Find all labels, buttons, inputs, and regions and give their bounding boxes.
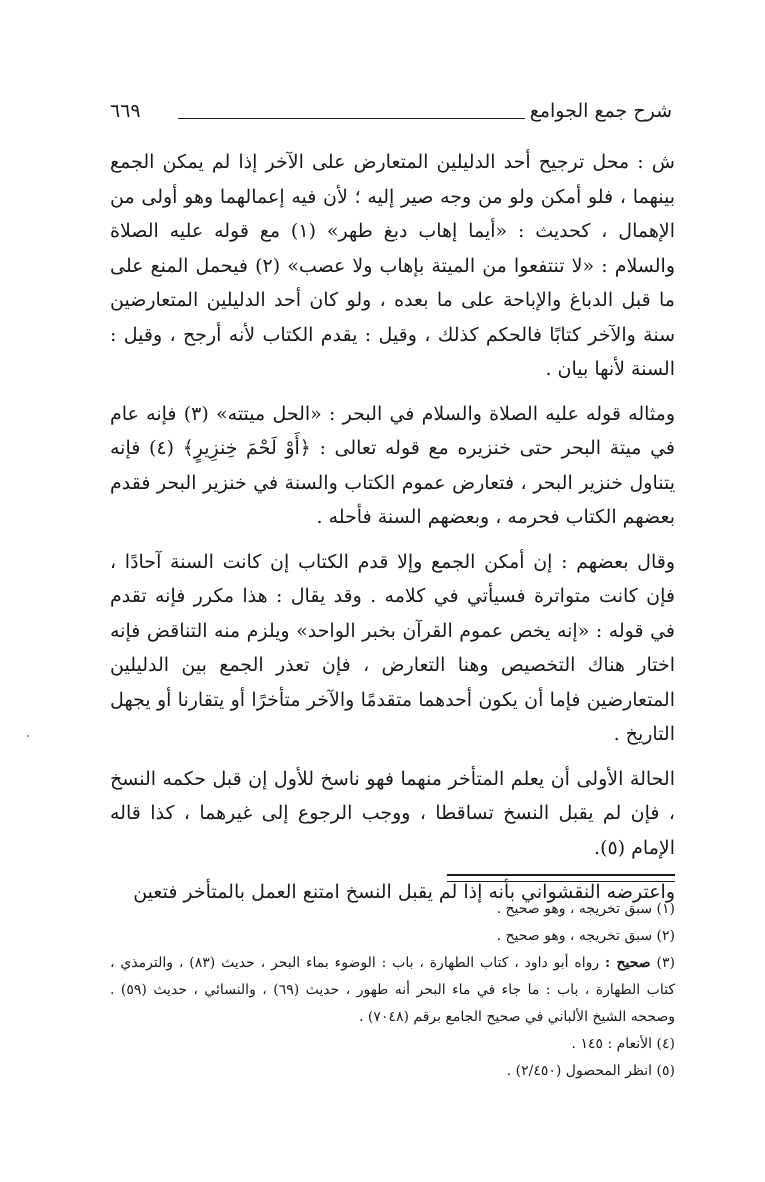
footnote-number: (٥) (656, 1063, 675, 1079)
paragraph: ش : محل ترجيح أحد الدليلين المتعارض على الآخر إذا لم يمكن الجمع بينهما ، فلو أمكن ولو من وجه صير إليه ؛ لأن فيه إعمالهما وهو أولى من الإهمال ، كحديث : «أيما إهاب دبغ طهر» (١) مع قوله عليه الصلاة والسلام : «لا تنتفعوا من الميتة بإهاب ولا عصب» (٢) فيحمل المنع على ما قبل الدباغ والإباحة على ما بعده ، ولو كان أحد الدليلين المتعارضين سنة والآخر كتابًا فالحكم كذلك ، وقيل : يقدم الكتاب لأنه أرجح ، وقيل : السنة لأنها بيان . (110, 151, 675, 380)
paragraph: ومثاله قوله عليه الصلاة والسلام في البحر : «الحل ميتته» (٣) فإنه عام في ميتة البحر حتى خنزيره مع قوله تعالى : ﴿أَوْ لَحْمَ خِنزِيرٍ﴾ (٤) فإنه يتناول خنزير البحر ، فتعارض عموم الكتاب والسنة في خنزير البحر فقدم بعضهم الكتاب فحرمه ، وبعضهم السنة فأحله . (110, 402, 676, 528)
footnote (110, 950, 675, 1031)
main-text (110, 145, 675, 920)
footnote-text: سبق تخريجه ، وهو صحيح . (496, 928, 653, 944)
header-rule (178, 118, 525, 119)
running-header (110, 96, 672, 130)
footnote (110, 923, 675, 950)
footnote-number: (٣) (656, 955, 676, 971)
page-number: ٦٦٩ (110, 100, 141, 122)
book-title: شرح جمع الجوامع (529, 100, 672, 122)
footnote-grade: صحيح : (605, 955, 651, 971)
footnote-text: الأنعام : ١٤٥ . (571, 1036, 653, 1052)
footnote-number: (٤) (656, 1036, 675, 1052)
footnote-number: (٢) (656, 928, 675, 944)
footnote-separator (447, 874, 675, 882)
margin-speck (27, 735, 29, 737)
footnotes (110, 896, 675, 1085)
footnote-text: سبق تخريجه ، وهو صحيح . (496, 901, 653, 917)
footnote (110, 1031, 675, 1058)
paragraph: وقال بعضهم : إن أمكن الجمع وإلا قدم الكتاب إن كانت السنة آحادًا ، فإن كانت متواترة فسيأتي في كلامه . وقد يقال : هذا مكرر فإنه تقدم في قوله : «إنه يخص عموم القرآن بخبر الواحد» ويلزم منه التناقض فإنه اختار هناك التخصيص وهنا التعارض ، فإن تعذر الجمع بين الدليلين المتعارضين فإما أن يكون أحدهما متقدمًا والآخر متأخرًا أو يتقارنا أو يجهل التاريخ . (110, 550, 675, 745)
paragraph: الحالة الأولى أن يعلم المتأخر منهما فهو ناسخ للأول إن قبل حكمه النسخ ، فإن لم يقبل النسخ تساقطا ، ووجب الرجوع إلى غيرهما ، كذا قاله الإمام (٥). (110, 767, 675, 859)
footnote (110, 1058, 675, 1085)
footnote (110, 896, 675, 923)
footnote-text: انظر المحصول (٢/٤٥٠) . (506, 1063, 653, 1079)
footnote-text: رواه أبو داود ، كتاب الطهارة ، باب : الوضوء بماء البحر ، حديث (٨٣) ، والترمذي ، كتاب الطهارة ، باب : ما جاء في ماء البحر أنه طهور ، حديث (٦٩) ، والنسائي ، حديث (٥٩) . وصححه الشيخ الألباني في صحيح الجامع برقم (٧٠٤٨) . (110, 955, 675, 1025)
paragraph: واعترضه النقشواني بأنه إذا لم يقبل النسخ امتنع العمل بالمتأخر فتعين (133, 881, 675, 903)
footnote-number: (١) (656, 901, 675, 917)
